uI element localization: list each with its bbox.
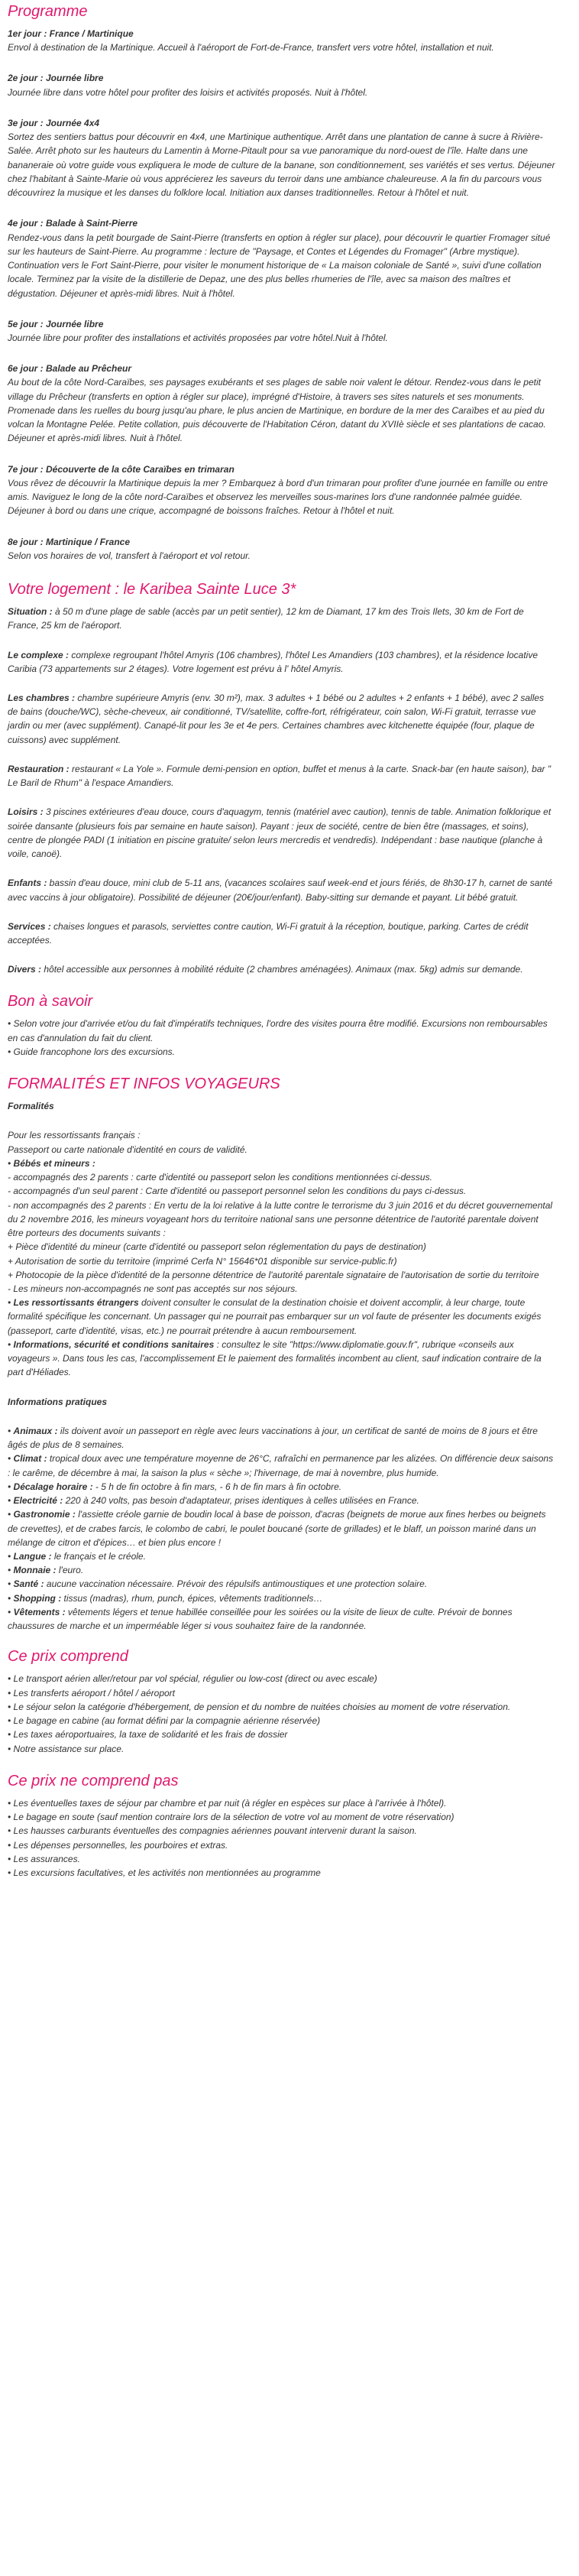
- bon-a-savoir-item: • Selon votre jour d'arrivée et/ou du fait d'impératifs techniques, l'ordre des visites pourra être modifié. Excursions non remboursables en cas d'annulation du fait du client.: [8, 1017, 556, 1044]
- ce-prix-ne-comprend-pas-section: [8, 1771, 556, 1880]
- day-block: [8, 116, 556, 200]
- day-text: Au bout de la côte Nord-Caraïbes, ses paysages exubérants et ses plages de sable noir valent le détour. Rendez-vous dans le petit village du Prêcheur (transferts en option à régler sur place), imprégné d'Histoire, à travers ses sites naturels et ses monuments. Promenade dans les ruelles du bourg jusqu'au phare, le plus ancien de Martinique, en bordure de la mer des Caraïbes et au pied du volcan la Montagne Pelée. Petite collation, puis découverte de l'Habitation Céron, datant du XVIIè siècle et ses plantations de cacao. Déjeuner et après-midi libres. Nuit à l'hôtel.: [8, 377, 546, 444]
- formalites-line-text: Passeport ou carte nationale d'identité en cours de validité.: [8, 1144, 247, 1155]
- formalites-line-text: : consultez le site "https://www.diplomatie.gouv.fr", rubrique «conseils aux voyageurs ». Dans tous les cas, l'accomplissement Et le paiement des formalités incombent au client, sauf indication contraire de la part d'Héliades.: [8, 1338, 542, 1378]
- day-block: [8, 27, 556, 54]
- day-title: 1er jour : France / Martinique: [8, 28, 134, 39]
- infos-pratiques-subtitle: Informations pratiques: [8, 1396, 108, 1407]
- day-title: 7e jour : Découverte de la côte Caraïbes en trimaran: [8, 463, 235, 475]
- programme-title: Programme: [8, 3, 88, 20]
- ce-prix-ne-comprend-pas-item: • Les assurances.: [8, 1852, 556, 1866]
- infos-pratiques-label: Shopping :: [13, 1592, 62, 1604]
- infos-pratiques-label: Vêtements :: [13, 1606, 66, 1617]
- bullet-icon: •: [8, 1453, 14, 1465]
- formalites-line: [8, 1254, 556, 1268]
- infos-pratiques-item: [8, 1507, 556, 1549]
- ce-prix-comprend-item: • Notre assistance sur place.: [8, 1742, 556, 1756]
- day-block: [8, 535, 556, 563]
- infos-pratiques-item: [8, 1591, 556, 1605]
- infos-pratiques-text: aucune vaccination nécessaire. Prévoir des répulsifs antimoustiques et une protection solaire.: [44, 1578, 428, 1590]
- day-block: [8, 362, 556, 445]
- formalites-subtitle: Formalités: [8, 1101, 54, 1112]
- ce-prix-comprend-list: [8, 1672, 556, 1755]
- bullet-icon: •: [8, 1509, 14, 1520]
- infos-pratiques-text: le français et le créole.: [51, 1550, 146, 1562]
- logement-item: [8, 920, 556, 947]
- day-title: 3e jour : Journée 4x4: [8, 117, 100, 128]
- ce-prix-ne-comprend-pas-title: Ce prix ne comprend pas: [8, 1772, 179, 1789]
- formalites-title: FORMALITÉS ET INFOS VOYAGEURS: [8, 1075, 280, 1093]
- logement-item-text: restaurant « La Yole ». Formule demi-pension en option, buffet et menus à la carte. Snack-bar (en haute saison), bar " Le Baril de Rhum" à l'espace Amandiers.: [8, 763, 552, 789]
- infos-pratiques-text: tissus (madras), rhum, punch, épices, vêtements traditionnels…: [61, 1592, 323, 1604]
- formalites-line-label: Informations, sécurité et conditions sanitaires: [13, 1338, 215, 1350]
- infos-pratiques-label: Climat :: [13, 1453, 47, 1465]
- infos-pratiques-label: Animaux :: [13, 1425, 58, 1436]
- logement-item-text: complexe regroupant l'hôtel Amyris (106 chambres), l'hôtel Les Amandiers (103 chambres), et la résidence locative Caribia (73 appartements sur 2 étages). Votre logement est prévu à l' hôtel Amyris.: [8, 649, 539, 674]
- infos-pratiques-item: [8, 1605, 556, 1633]
- bullet-icon: •: [8, 1338, 14, 1350]
- logement-item: [8, 962, 556, 976]
- logement-item-label: Les chambres :: [8, 692, 76, 703]
- infos-pratiques-text: l'euro.: [56, 1565, 84, 1576]
- day-title: 5e jour : Journée libre: [8, 318, 104, 329]
- infos-pratiques-list: [8, 1424, 556, 1634]
- ce-prix-comprend-section: [8, 1646, 556, 1755]
- day-text: Vous rêvez de découvrir la Martinique depuis la mer ? Embarquez à bord d'un trimaran pour profiter d'une journée en famille ou entre amis. Naviguez le long de la côte nord-Caraïbes et observez les merveilles sous-marines lors d'une randonnée palmée guidée. Déjeuner à bord ou dans une crique, accompagné de boissons fraîches. Retour à l'hôtel et nuit.: [8, 477, 548, 517]
- infos-pratiques-text: vêtements légers et tenue habillée conseillée pour les soirées ou la visite de lieux de culte. Prévoir de bonnes chaussures de marche et un imperméable léger si vous souhaitez faire de la randonnée.: [8, 1606, 513, 1632]
- bullet-icon: •: [8, 1578, 14, 1590]
- bullet-icon: •: [8, 1550, 14, 1562]
- formalites-line-label: Les ressortissants étrangers: [13, 1297, 139, 1309]
- formalites-line-text: - non accompagnés des 2 parents : En vertu de la loi relative à la lutte contre le terrorisme du 3 juin 2016 et du décret gouvernemental du 2 novembre 2016, les mineurs voyageant hors du territoire national sans une personne détentrice de l'autorité parentale doivent être porteurs des documents suivants :: [8, 1199, 553, 1239]
- logement-item: [8, 762, 556, 790]
- ce-prix-comprend-item: • Les taxes aéroportuaires, la taxe de solidarité et les frais de dossier: [8, 1728, 556, 1741]
- bullet-icon: •: [8, 1425, 14, 1436]
- infos-pratiques-text: - 5 h de fin octobre à fin mars, - 6 h de fin mars à fin octobre.: [92, 1481, 342, 1492]
- ce-prix-ne-comprend-pas-item: • Les hausses carburants éventuelles des compagnies aériennes pouvant intervenir durant la saison.: [8, 1824, 556, 1838]
- formalites-line-text: + Pièce d'identité du mineur (carte d'identité ou passeport selon réglementation du pays de destination): [8, 1241, 426, 1253]
- day-block: [8, 462, 556, 518]
- day-block: [8, 317, 556, 345]
- bullet-icon: •: [8, 1592, 14, 1604]
- formalites-line: [8, 1184, 556, 1198]
- day-text: Journée libre pour profiter des installations et activités proposées par votre hôtel.Nuit à l'hôtel.: [8, 332, 388, 343]
- bullet-icon: •: [8, 1481, 14, 1492]
- formalites-lines: [8, 1128, 556, 1379]
- formalites-line: [8, 1143, 556, 1157]
- infos-pratiques-label: Gastronomie :: [13, 1509, 76, 1520]
- formalites-line: [8, 1240, 556, 1254]
- infos-pratiques-text: 220 à 240 volts, pas besoin d'adaptateur, prises identiques à celles utilisées en France.: [63, 1495, 419, 1507]
- ce-prix-comprend-item: • Les transferts aéroport / hôtel / aéroport: [8, 1686, 556, 1700]
- infos-pratiques-label: Langue :: [13, 1550, 52, 1562]
- bullet-icon: •: [8, 1297, 14, 1309]
- logement-item: [8, 605, 556, 632]
- logement-item: [8, 648, 556, 676]
- day-title: 2e jour : Journée libre: [8, 73, 104, 84]
- bullet-icon: •: [8, 1606, 14, 1617]
- bullet-icon: •: [8, 1565, 14, 1576]
- logement-section: [8, 579, 556, 976]
- formalites-line: [8, 1338, 556, 1380]
- formalites-line-text: + Photocopie de la pièce d'identité de la personne détentrice de l'autorité parentale signataire de l'autorisation de sortie du territoire: [8, 1269, 539, 1280]
- infos-pratiques-label: Décalage horaire :: [13, 1481, 93, 1492]
- infos-pratiques-label: Electricité :: [13, 1495, 63, 1507]
- formalites-line: [8, 1170, 556, 1184]
- formalites-line: [8, 1282, 556, 1296]
- bullet-icon: •: [8, 1495, 14, 1507]
- infos-pratiques-item: [8, 1452, 556, 1479]
- infos-pratiques-text: l'assiette créole garnie de boudin local à base de poisson, d'acras (beignets de morue aux fines herbes ou beignets de crevettes), et de crabes farcis, le colombo de cabri, le poulet boucané (sorte de grillades) et le blaff, un poisson mariné dans un mélange de citron et d'épices… et bien plus encore !: [8, 1509, 546, 1548]
- day-title: 8e jour : Martinique / France: [8, 536, 131, 547]
- formalites-line-text: doivent consulter le consulat de la destination choisie et doivent accomplir, à leur charge, toute formalité spécifique les concernant. Un passager qui ne pourrait pas embarquer sur un vol faute de présenter les documents exigés (passeport, carte d'identité, visas, etc.) ne pourrait prétendre à aucun remboursement.: [8, 1297, 542, 1336]
- formalites-line-text: - accompagnés des 2 parents : carte d'identité ou passeport selon les conditions mentionnées ci-dessus.: [8, 1172, 432, 1183]
- ce-prix-ne-comprend-pas-item: • Le bagage en soute (sauf mention contraire lors de la sélection de votre vol au moment de votre réservation): [8, 1810, 556, 1824]
- infos-pratiques-item: [8, 1549, 556, 1563]
- ce-prix-comprend-item: • Le transport aérien aller/retour par vol spécial, régulier ou low-cost (direct ou avec escale): [8, 1672, 556, 1685]
- ce-prix-ne-comprend-pas-item: • Les éventuelles taxes de séjour par chambre et par nuit (à régler en espèces sur place à l'arrivée à l'hôtel).: [8, 1796, 556, 1810]
- ce-prix-comprend-title: Ce prix comprend: [8, 1648, 128, 1666]
- logement-item: [8, 876, 556, 904]
- day-title: 6e jour : Balade au Prêcheur: [8, 363, 132, 375]
- formalites-line: [8, 1268, 556, 1282]
- logement-item-label: Le complexe :: [8, 649, 70, 660]
- ce-prix-comprend-item: • Le bagage en cabine (au format défini par la compagnie aérienne réservée): [8, 1714, 556, 1728]
- formalites-line-text: - accompagnés d'un seul parent : Carte d'identité ou passeport personnel selon les conditions du pays ci-dessus.: [8, 1186, 467, 1197]
- ce-prix-ne-comprend-pas-list: [8, 1796, 556, 1880]
- infos-pratiques-item: [8, 1494, 556, 1507]
- logement-item-text: chaises longues et parasols, serviettes contre caution, Wi-Fi gratuit à la réception, boutique, parking. Cartes de crédit acceptées.: [8, 920, 529, 946]
- logement-item-text: hôtel accessible aux personnes à mobilité réduite (2 chambres aménagées). Animaux (max. 5kg) admis sur demande.: [41, 964, 523, 975]
- logement-item-label: Divers :: [8, 964, 42, 975]
- ce-prix-ne-comprend-pas-item: • Les dépenses personnelles, les pourboires et extras.: [8, 1838, 556, 1852]
- infos-pratiques-text: ils doivent avoir un passeport en règle avec leurs vaccinations à jour, un certificat de santé de moins de 8 jours et être âgés de plus de 8 semaines.: [8, 1425, 538, 1451]
- infos-pratiques-text: tropical doux avec une température moyenne de 26°C, rafraîchi en permanence par les alizées. On différencie deux saisons : le carême, de décembre à mai, la saison la plus « sèche »; l'hivernage, de mai à novembre, plus humide.: [8, 1453, 554, 1478]
- infos-pratiques-label: Santé :: [13, 1578, 44, 1590]
- programme-section: [8, 2, 556, 563]
- bon-a-savoir-list: [8, 1017, 556, 1059]
- logement-item-label: Services :: [8, 920, 51, 932]
- programme-days: [8, 27, 556, 563]
- day-text: Selon vos horaires de vol, transfert à l'aéroport et vol retour.: [8, 550, 251, 561]
- logement-item-text: 3 piscines extérieures d'eau douce, cours d'aquagym, tennis (matériel avec caution), tennis de table. Animation folklorique et soirée dansante (plusieurs fois par semaine en haute saison). Payant : jeux de société, centre de bien être (massages, et soins), centre de plongée PADI (1 initiation en piscine gratuite/ selon leurs mercredis et vendredis). Indépendant : base nautique (planche à voile, canoë).: [8, 806, 552, 860]
- day-text: Journée libre dans votre hôtel pour profiter des loisirs et activités proposés. Nuit à l'hôtel.: [8, 86, 368, 98]
- logement-item-label: Loisirs :: [8, 806, 44, 818]
- formalites-line: [8, 1157, 556, 1170]
- day-text: Envol à destination de la Martinique. Accueil à l'aéroport de Fort-de-France, transfert vers votre hôtel, installation et nuit.: [8, 42, 494, 54]
- day-title: 4e jour : Balade à Saint-Pierre: [8, 218, 138, 229]
- bon-a-savoir-section: [8, 991, 556, 1059]
- logement-item-label: Enfants :: [8, 878, 47, 889]
- day-block: [8, 71, 556, 99]
- formalites-line-text: Pour les ressortissants français :: [8, 1130, 141, 1141]
- logement-item-text: bassin d'eau douce, mini club de 5-11 ans, (vacances scolaires sauf week-end et jours fériés, de 8h30-17 h, carnet de santé avec vaccins à jour obligatoire). Possibilité de déjeuner (20€/jour/enfant). Baby-sitting sur demande et payant. Lit bébé gratuit.: [8, 878, 553, 903]
- ce-prix-ne-comprend-pas-item: • Les excursions facultatives, et les activités non mentionnées au programme: [8, 1866, 556, 1880]
- infos-pratiques-label: Monnaie :: [13, 1565, 57, 1576]
- logement-item-text: à 50 m d'une plage de sable (accès par un petit sentier), 12 km de Diamant, 17 km des Trois Ilets, 30 km de Fort de France, 25 km de l'aéroport.: [8, 606, 524, 631]
- formalites-section: [8, 1074, 556, 1633]
- infos-pratiques-item: [8, 1424, 556, 1452]
- logement-item-label: Situation :: [8, 606, 53, 618]
- ce-prix-comprend-item: • Le séjour selon la catégorie d'hébergement, de pension et du nombre de nuitées choisies au moment de votre réservation.: [8, 1700, 556, 1714]
- day-text: Rendez-vous dans la petit bourgade de Saint-Pierre (transferts en option à régler sur place), pour découvrir le quartier Fromager situé sur les hauteurs de Saint-Pierre. Au programme : lecture de "Paysage, et Contes et Légendes du Fromager" (Arbre mystique). Continuation vers le Fort Saint-Pierre, pour visiter le monument historique de « La maison coloniale de Santé », suivi d'une collation locale. Terminez par la visite de la distillerie de Depaz, une des plus belles rhumeries de l'île, avec sa maison des maîtres et dégustation. Déjeuner et après-midi libres. Nuit à l'hôtel.: [8, 232, 551, 299]
- formalites-line: [8, 1296, 556, 1338]
- infos-pratiques-item: [8, 1577, 556, 1591]
- logement-items: [8, 605, 556, 976]
- logement-item-label: Restauration :: [8, 763, 70, 774]
- infos-pratiques-item: [8, 1480, 556, 1494]
- day-text: Sortez des sentiers battus pour découvrir en 4x4, une Martinique authentique. Arrêt dans une plantation de canne à sucre à Rivière-Salée. Arrêt photo sur les hauteurs du Lamentin à Morne-Pitault pour sa vue panoramique du nord-ouest de l'île. Halte dans une bananeraie où votre guide vous expliquera le mode de culture de la banane, son conditionnement, ses variétés et ses vertus. Déjeuner chez l'habitant à Sainte-Marie où vous apprécierez les saveurs du terroir dans une ambiance chaleureuse. A la fin du parcours vous découvrirez la musique et les danses du folklore local. Initiation aux danses traditionnelles. Retour à l'hôtel et nuit.: [8, 131, 555, 199]
- logement-title: Votre logement : le Karibea Sainte Luce 3*: [8, 581, 296, 599]
- logement-item: [8, 805, 556, 861]
- bullet-icon: •: [8, 1157, 14, 1169]
- bon-a-savoir-title: Bon à savoir: [8, 993, 93, 1011]
- day-block: [8, 216, 556, 300]
- logement-item: [8, 691, 556, 747]
- formalites-line-text: + Autorisation de sortie du territoire (imprimé Cerfa N° 15646*01 disponible sur service-public.fr): [8, 1255, 397, 1267]
- formalites-line-text: - Les mineurs non-accompagnés ne sont pas acceptés sur nos séjours.: [8, 1283, 298, 1294]
- bon-a-savoir-item: • Guide francophone lors des excursions.: [8, 1045, 556, 1059]
- infos-pratiques-item: [8, 1563, 556, 1577]
- logement-item-text: chambre supérieure Amyris (env. 30 m²), max. 3 adultes + 1 bébé ou 2 adultes + 2 enfants + 1 bébé), avec 2 salles de bains (douche/WC), sèche-cheveux, air conditionné, TV/satellite, coffre-fort, réfrigérateur, coin salon, Wi-Fi gratuit, terrasse vue jardin ou mer (avec supplément). Canapé-lit pour les 3e et 4e pers. Certaines chambres avec kitchenette équipée (four, plaque de cuissons) avec supplément.: [8, 692, 545, 745]
- formalites-line: [8, 1199, 556, 1241]
- formalites-line: [8, 1128, 556, 1142]
- formalites-line-label: Bébés et mineurs :: [13, 1157, 95, 1169]
